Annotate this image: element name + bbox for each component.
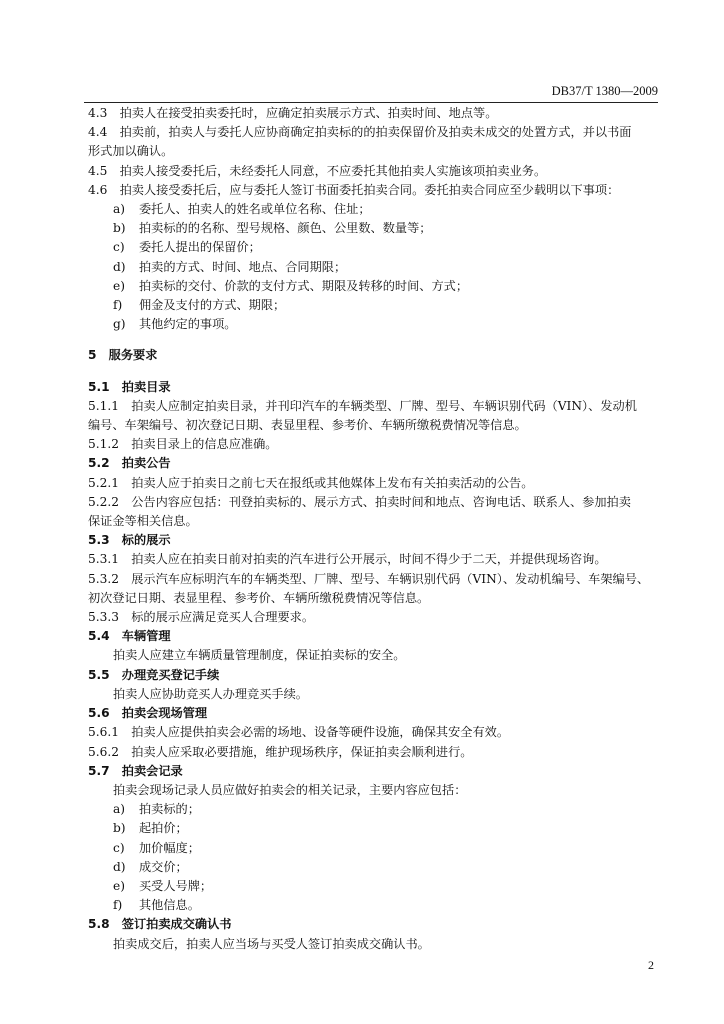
clause-5-2-2-line1: 5.2.2 公告内容应包括：刊登拍卖标的、展示方式、拍卖时间和地点、咨询电话、联系人、参加拍卖 [88,494,631,509]
document-code: DB37/T 1380—2009 [551,84,658,98]
clause-4-6: 4.6 拍卖人接受委托后，应与委托人签订书面委托拍卖合同。委托拍卖合同应至少载明以下事项： [88,182,620,197]
list-item: g) 其他约定的事项。 [113,317,237,332]
list-item: e) 买受人号牌； [113,878,213,893]
clause-5-3-1: 5.3.1 拍卖人应在拍卖日前对拍卖的汽车进行公开展示，时间不得少于二天，并提供现场咨询。 [88,552,607,567]
clause-5-2-1: 5.2.1 拍卖人应于拍卖日之前七天在报纸或其他媒体上发布有关拍卖活动的公告。 [88,475,534,490]
clause-4-4-line1: 4.4 拍卖前，拍卖人与委托人应协商确定拍卖标的的拍卖保留价及拍卖未成交的处置方式，并以书面 [88,125,632,140]
section-heading-5: 5 服务要求 [88,348,158,363]
heading-5-5: 5.5 办理竞买登记手续 [88,667,220,682]
clause-5-6-2: 5.6.2 拍卖人应采取必要措施，维护现场秩序，保证拍卖会顺利进行。 [88,744,473,759]
list-item: d) 拍卖的方式、时间、地点、合同期限； [113,259,347,274]
heading-5-8: 5.8 签订拍卖成交确认书 [88,917,232,932]
clause-5-3-2-line2: 初次登记日期、表显里程、参考价、车辆所缴税费情况等信息。 [88,590,430,605]
clause-4-4-line2: 形式加以确认。 [88,144,174,159]
section-gap [88,366,658,378]
heading-5-6: 5.6 拍卖会现场管理 [88,706,208,721]
heading-5-4: 5.4 车辆管理 [88,629,171,644]
list-item: d) 成交价； [113,859,188,874]
list-item: f) 其他信息。 [113,898,200,913]
document-body [88,104,658,954]
page-number: 2 [648,958,654,972]
clause-5-7: 拍卖会现场记录人员应做好拍卖会的相关记录，主要内容应包括： [113,782,467,797]
clause-5-2-2-line2: 保证金等相关信息。 [88,514,198,529]
heading-5-2: 5.2 拍卖公告 [88,456,171,471]
clause-5-4: 拍卖人应建立车辆质量管理制度，保证拍卖标的安全。 [113,648,406,663]
heading-5-3: 5.3 标的展示 [88,533,171,548]
list-item: a) 委托人、拍卖人的姓名或单位名称、住址； [113,202,371,217]
clause-5-1-2: 5.1.2 拍卖目录上的信息应准确。 [88,437,278,452]
section-gap [88,334,658,346]
list-item: a) 拍卖标的； [113,802,200,817]
clause-5-1-1-line2: 编号、车架编号、初次登记日期、表显里程、参考价、车辆所缴税费情况等信息。 [88,418,527,433]
clause-5-1-1-line1: 5.1.1 拍卖人应制定拍卖目录，并刊印汽车的车辆类型、厂牌、型号、车辆识别代码（VIN）、发动机 [88,398,637,413]
clause-5-3-3: 5.3.3 标的展示应满足竞买人合理要求。 [88,610,315,625]
list-item: b) 起拍价； [113,821,188,836]
list-item: e) 拍卖标的交付、价款的支付方式、期限及转移的时间、方式； [113,278,469,293]
clause-5-6-1: 5.6.1 拍卖人应提供拍卖会必需的场地、设备等硬件设施，确保其安全有效。 [88,725,510,740]
clause-5-8: 拍卖成交后，拍卖人应当场与买受人签订拍卖成交确认书。 [113,936,430,951]
clause-4-5: 4.5 拍卖人接受委托后，未经委托人同意，不应委托其他拍卖人实施该项拍卖业务。 [88,163,547,178]
heading-5-1: 5.1 拍卖目录 [88,379,171,394]
clause-5-5: 拍卖人应协助竞买人办理竞买手续。 [113,686,308,701]
list-item: b) 拍卖标的的名称、型号规格、颜色、公里数、数量等； [113,221,432,236]
list-item: c) 加价幅度； [113,840,200,855]
clause-4-3: 4.3 拍卖人在接受拍卖委托时，应确定拍卖展示方式、拍卖时间、地点等。 [88,106,498,120]
heading-5-7: 5.7 拍卖会记录 [88,763,183,778]
list-item: c) 委托人提出的保留价； [113,240,261,255]
list-item: f) 佣金及支付的方式、期限； [113,298,286,313]
clause-5-3-2-line1: 5.3.2 展示汽车应标明汽车的车辆类型、厂牌、型号、车辆识别代码（VIN）、发动机编号、车架编号、 [88,571,650,586]
header-rule [84,102,658,103]
